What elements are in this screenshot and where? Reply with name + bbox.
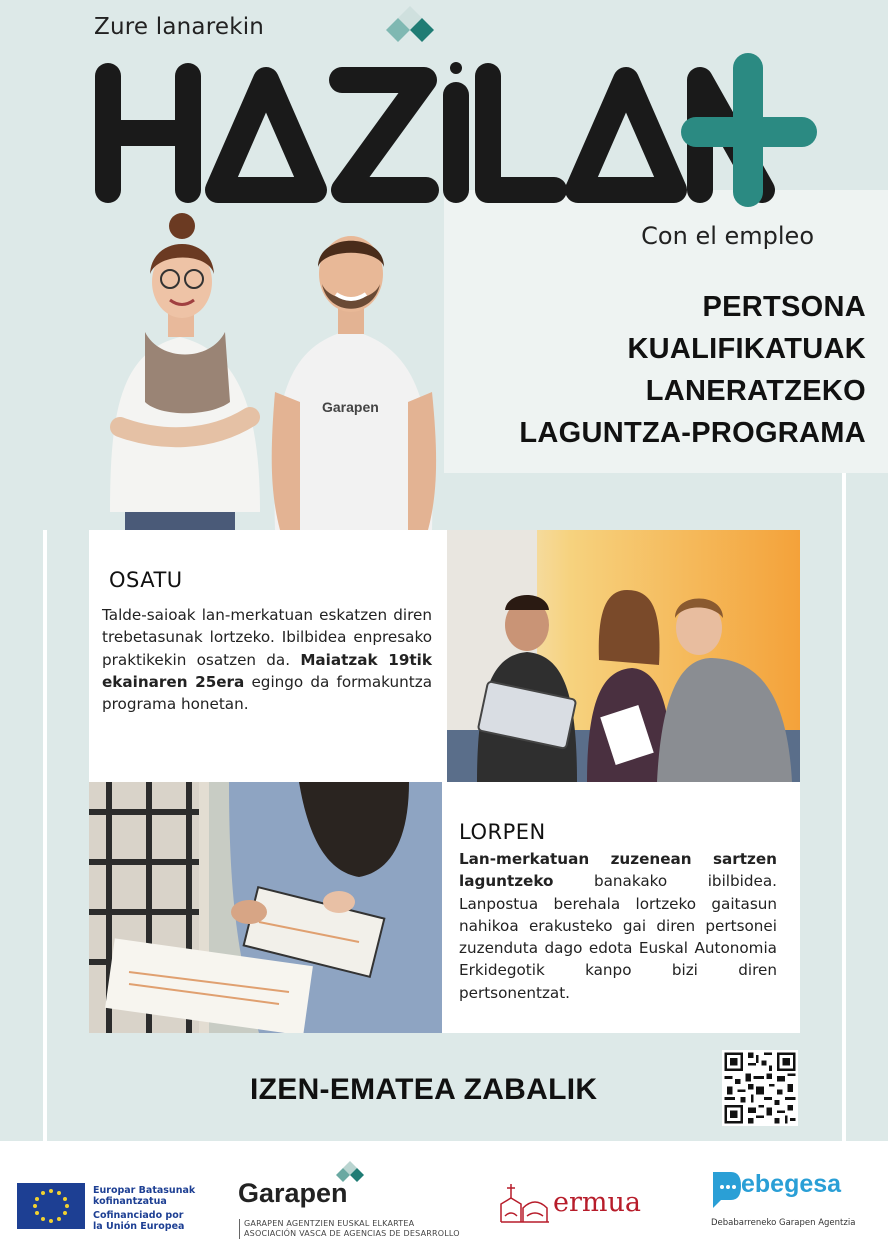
osatu-text-part1: Talde-saioak lan-merkatuan eskatzen diren trebetasunak lortzeko. Ibilbidea enpresako praktikekin osatzen da. bbox=[102, 606, 432, 669]
eu-text-line-3: Cofinanciado por bbox=[93, 1210, 184, 1221]
garapen-logo-text: Garapen bbox=[238, 1178, 348, 1208]
people-photo bbox=[100, 212, 445, 530]
notes-study-photo bbox=[89, 782, 442, 1033]
garapen-sub-line-1: GARAPEN AGENTZIEN EUSKAL ELKARTEA bbox=[244, 1219, 415, 1228]
garapen-sub-line-2: ASOCIACIÓN VASCA DE AGENCIAS DE DESARROLLO bbox=[244, 1229, 460, 1238]
eu-cofinanced-text bbox=[93, 1185, 195, 1232]
decor-line-left bbox=[43, 530, 47, 1141]
qr-code-icon[interactable] bbox=[722, 1050, 798, 1126]
shirt-logo-text: Garapen bbox=[322, 399, 379, 415]
lorpen-card bbox=[442, 782, 800, 1033]
eu-flag-icon bbox=[17, 1183, 85, 1229]
debegesa-subtitle: Debabarreneko Garapen Agentzia bbox=[711, 1218, 856, 1228]
osatu-heading: OSATU bbox=[109, 568, 183, 592]
title-line-2: KUALIFIKATUAK bbox=[627, 333, 866, 365]
eu-text-line-1: Europar Batasunak bbox=[93, 1185, 196, 1196]
debegesa-logo-text: ebegesa bbox=[741, 1170, 842, 1198]
lorpen-text-bold: Lan-merkatuan zuzenean sartzen laguntzeko bbox=[459, 850, 777, 891]
program-title bbox=[519, 286, 866, 454]
osatu-card bbox=[89, 530, 447, 782]
hazilan-logo bbox=[94, 40, 824, 215]
garapen-subtitle bbox=[239, 1219, 460, 1239]
osatu-date-bold: Maiatzak 19tik ekainaren 25era bbox=[102, 650, 432, 691]
osatu-text bbox=[102, 604, 432, 715]
decor-line-right bbox=[842, 440, 846, 1141]
lorpen-heading: LORPEN bbox=[459, 820, 546, 844]
tagline: Zure lanarekin bbox=[94, 14, 265, 40]
ermua-logo-text: ermua bbox=[553, 1187, 641, 1218]
registration-open-label: IZEN-EMATEA ZABALIK bbox=[250, 1073, 598, 1106]
group-study-photo bbox=[447, 530, 800, 782]
title-line-4: LAGUNTZA-PROGRAMA bbox=[519, 417, 866, 449]
osatu-text-part2: egingo da formakuntza programa honetan. bbox=[102, 672, 432, 714]
lorpen-text bbox=[459, 848, 777, 1004]
title-line-3: LANERATZEKO bbox=[645, 375, 866, 407]
eu-text-line-4: la Unión Europea bbox=[93, 1221, 185, 1232]
lorpen-text-part2: banakako ibilbidea. Lanpostua berehala lortzeko gaitasun nahikoa erakusteko gai diren pertsonei zuzenduta dago edota Euskal Autonomia Erkidegotik kanpo bizi diren pertsonentzat. bbox=[459, 872, 777, 1002]
subtitle: Con el empleo bbox=[641, 222, 814, 250]
title-line-1: PERTSONA bbox=[702, 291, 866, 323]
eu-text-line-2: kofinantzatua bbox=[93, 1196, 167, 1207]
